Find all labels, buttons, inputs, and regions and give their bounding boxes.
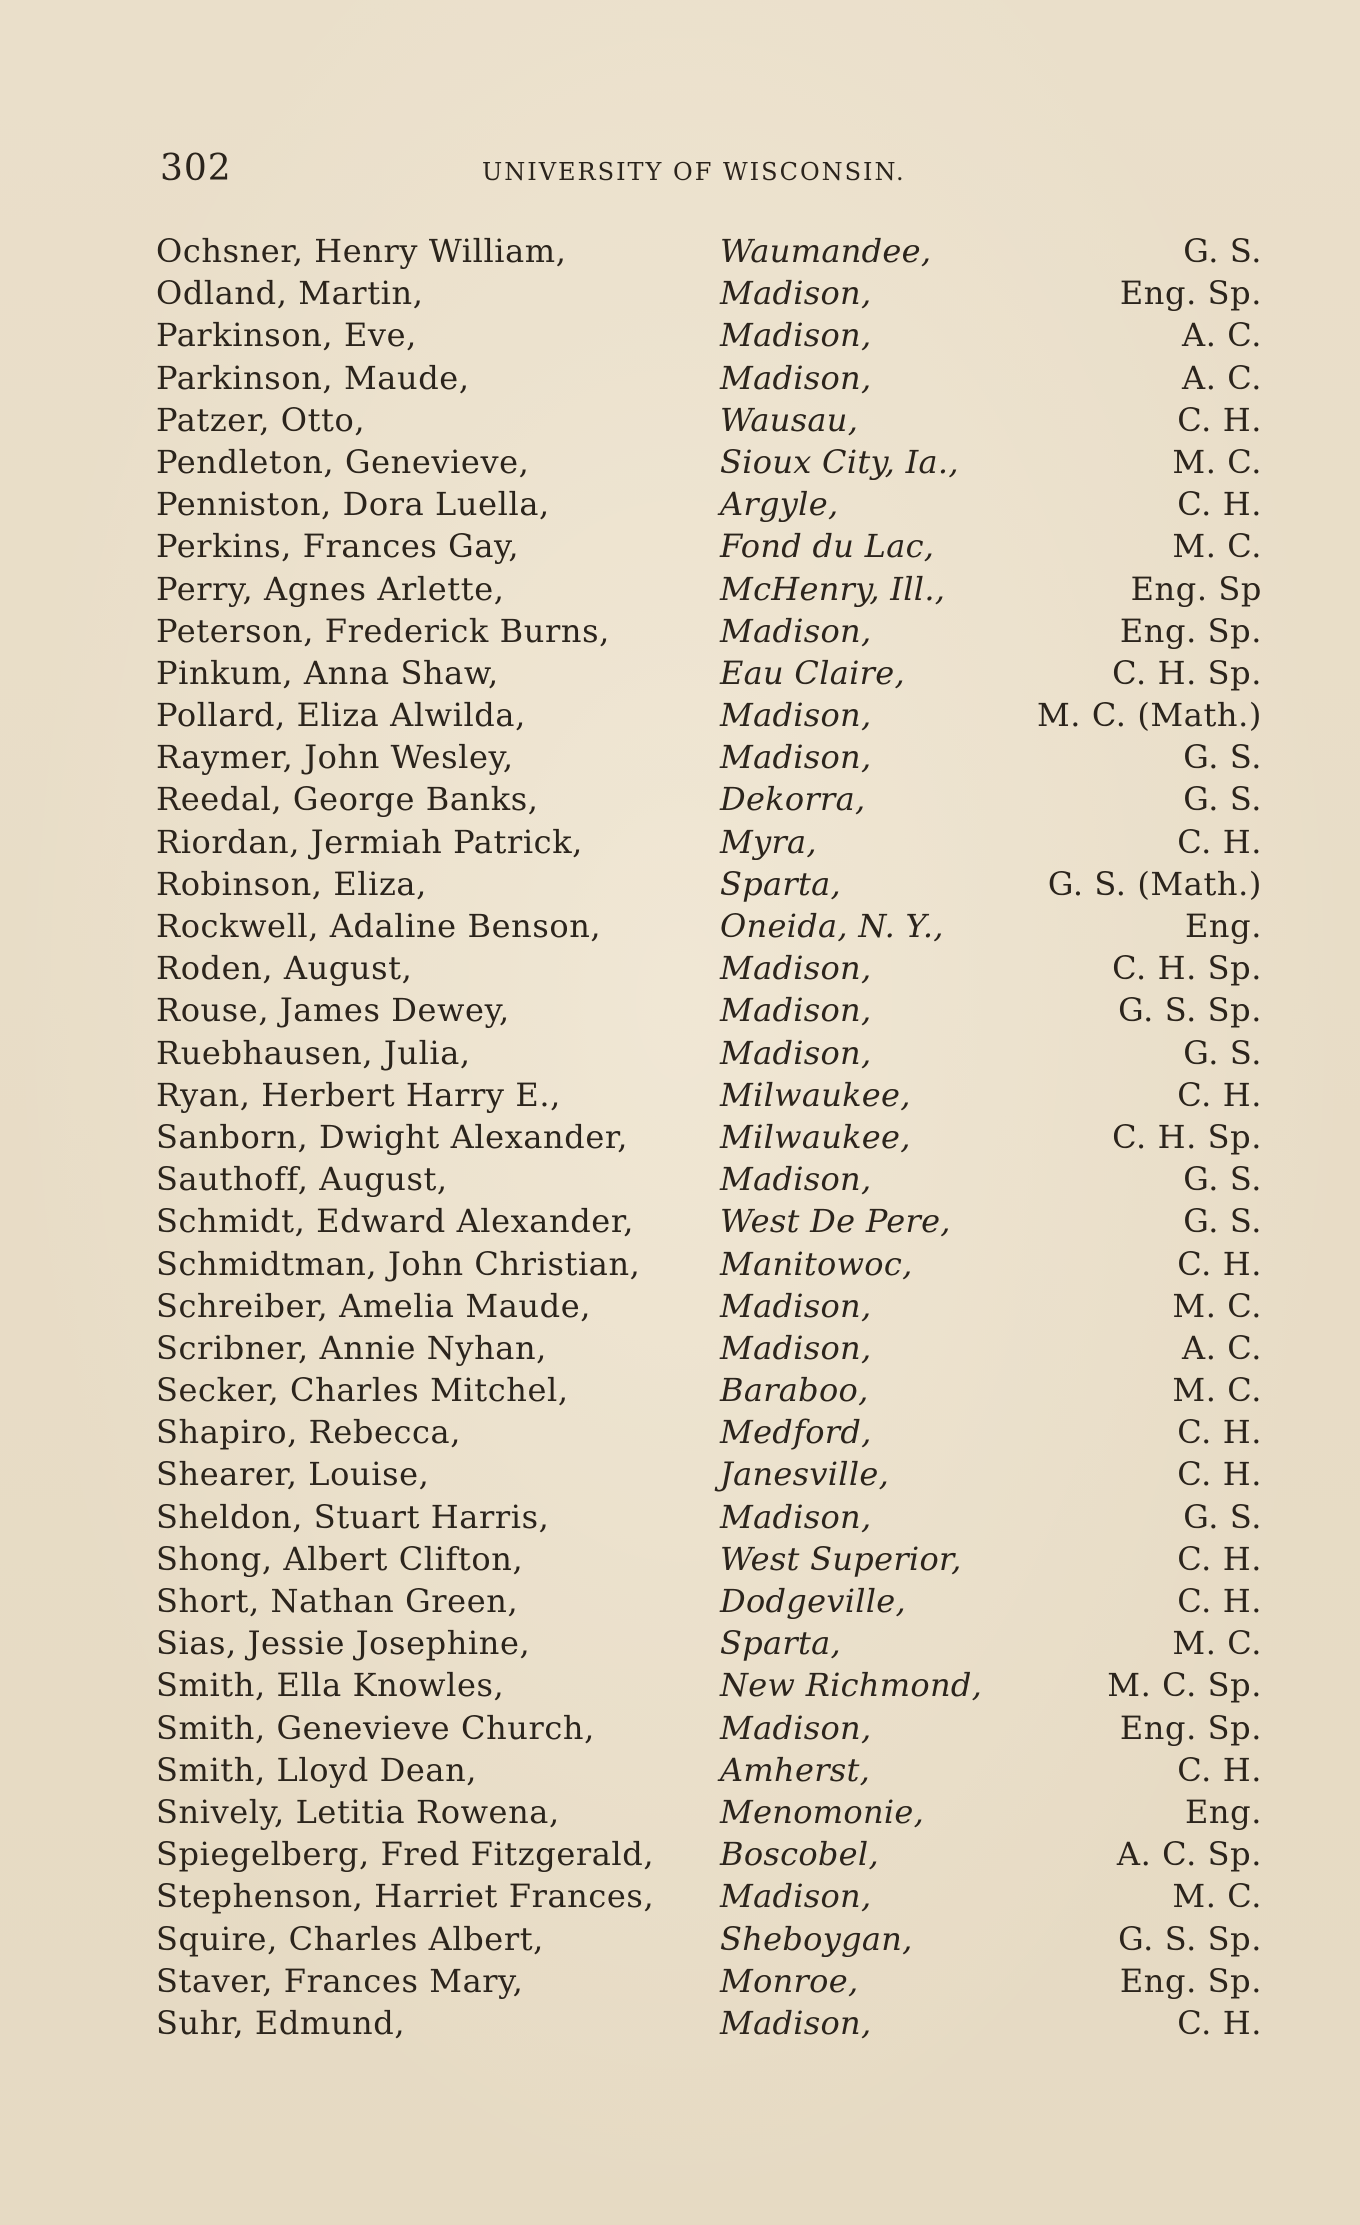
student-row [0, 1245, 1360, 1287]
student-course: M. C. Sp. [1107, 1666, 1262, 1705]
student-town: Sparta, [720, 1624, 841, 1663]
student-town: Fond du Lac, [720, 527, 935, 566]
student-course: G. S. [1183, 1497, 1262, 1536]
student-course: Eng. Sp. [1119, 1708, 1262, 1747]
student-town: Madison, [720, 1160, 872, 1199]
student-row [0, 1751, 1360, 1793]
student-row [0, 907, 1360, 949]
student-row [0, 1287, 1360, 1329]
student-course: G. S. (Math.) [1047, 864, 1262, 903]
page-title: UNIVERSITY OF WISCONSIN. [482, 158, 906, 186]
student-course: C. H. [1177, 1413, 1262, 1452]
student-course: Eng. Sp. [1119, 611, 1262, 650]
student-town: Milwaukee, [720, 1075, 911, 1114]
student-row [0, 1582, 1360, 1624]
student-row [0, 1160, 1360, 1202]
student-row [0, 1034, 1360, 1076]
student-course: C. H. Sp. [1112, 653, 1262, 692]
student-town: Argyle, [720, 485, 839, 524]
student-row [0, 1835, 1360, 1877]
student-name: Secker, Charles Mitchel, [156, 1371, 569, 1410]
student-name: Squire, Charles Albert, [156, 1919, 544, 1958]
student-row [0, 359, 1360, 401]
student-course: C. H. [1177, 1244, 1262, 1283]
student-name: Pinkum, Anna Shaw, [156, 653, 499, 692]
student-town: West Superior, [720, 1539, 962, 1578]
student-course: M. C. [1172, 527, 1262, 566]
student-course: C. H. [1177, 1582, 1262, 1620]
student-name: Suhr, Edmund, [156, 2003, 406, 2042]
student-name: Perkins, Frances Gay, [156, 527, 520, 566]
student-row [0, 485, 1360, 527]
student-course: C. H. Sp. [1112, 949, 1262, 988]
student-name: Schreiber, Amelia Maude, [156, 1286, 592, 1325]
student-name: Pollard, Eliza Alwilda, [156, 696, 526, 735]
student-name: Pendleton, Genevieve, [156, 442, 530, 481]
student-row [0, 274, 1360, 316]
student-course: A. C. [1182, 1328, 1262, 1367]
student-town: Madison, [720, 1497, 872, 1536]
student-course: G. S. [1183, 232, 1262, 270]
student-town: Amherst, [720, 1750, 871, 1789]
student-name: Smith, Lloyd Dean, [156, 1750, 478, 1789]
student-name: Smith, Genevieve Church, [156, 1708, 595, 1747]
student-course: A. C. Sp. [1116, 1835, 1262, 1874]
student-town: Madison, [720, 1708, 872, 1747]
student-row [0, 1624, 1360, 1666]
student-course: C. H. [1177, 822, 1262, 861]
student-course: G. S. [1183, 780, 1262, 819]
student-name: Rouse, James Dewey, [156, 991, 510, 1030]
student-town: Janesville, [720, 1455, 890, 1494]
student-row [0, 1709, 1360, 1751]
student-name: Stephenson, Harriet Frances, [156, 1877, 655, 1916]
student-row [0, 823, 1360, 865]
student-town: McHenry, Ill., [720, 569, 946, 608]
student-name: Parkinson, Eve, [156, 316, 417, 355]
student-row [0, 1118, 1360, 1160]
student-course: G. S. Sp. [1118, 991, 1262, 1030]
student-town: Monroe, [720, 1961, 859, 2000]
student-course: C. H. [1177, 485, 1262, 524]
student-name: Schmidt, Edward Alexander, [156, 1202, 634, 1241]
student-row [0, 1498, 1360, 1540]
student-town: Menomonie, [720, 1792, 925, 1831]
student-course: G. S. [1183, 1160, 1262, 1199]
student-row [0, 1920, 1360, 1962]
student-course: M. C. [1172, 1877, 1262, 1916]
student-town: Madison, [720, 316, 872, 355]
student-course: C. H. Sp. [1112, 1117, 1262, 1156]
student-town: Madison, [720, 1286, 872, 1325]
student-town: New Richmond, [720, 1666, 983, 1705]
student-name: Robinson, Eliza, [156, 864, 427, 903]
student-name: Odland, Martin, [156, 274, 424, 313]
student-row [0, 612, 1360, 654]
student-town: Madison, [720, 1033, 872, 1072]
student-name: Shapiro, Rebecca, [156, 1413, 461, 1452]
student-town: Madison, [720, 274, 872, 313]
student-town: Eau Claire, [720, 653, 905, 692]
page-number: 302 [160, 148, 232, 189]
student-town: Madison, [720, 358, 872, 397]
student-roster [0, 232, 1360, 2046]
student-course: Eng. Sp. [1119, 1961, 1262, 2000]
student-row [0, 1540, 1360, 1582]
student-town: Waumandee, [720, 232, 932, 270]
student-town: Sparta, [720, 864, 841, 903]
student-name: Patzer, Otto, [156, 400, 366, 439]
student-course: C. H. [1177, 2003, 1262, 2042]
student-course: Eng. Sp. [1119, 274, 1262, 313]
student-row [0, 1455, 1360, 1497]
student-course: C. H. [1177, 1455, 1262, 1494]
student-town: Madison, [720, 1877, 872, 1916]
student-name: Peterson, Frederick Burns, [156, 611, 610, 650]
student-town: Dodgeville, [720, 1582, 907, 1620]
student-name: Rockwell, Adaline Benson, [156, 907, 602, 945]
student-course: M. C. [1172, 442, 1262, 481]
running-head [160, 148, 1260, 196]
student-town: Dekorra, [720, 780, 866, 819]
student-town: Boscobel, [720, 1835, 879, 1874]
student-row [0, 1666, 1360, 1708]
student-name: Parkinson, Maude, [156, 358, 470, 397]
student-course: G. S. [1183, 1202, 1262, 1241]
student-town: Madison, [720, 738, 872, 777]
student-town: Sheboygan, [720, 1919, 913, 1958]
student-row [0, 1371, 1360, 1413]
student-town: Sioux City, Ia., [720, 442, 959, 481]
student-town: Medford, [720, 1413, 872, 1452]
student-row [0, 780, 1360, 822]
student-row [0, 738, 1360, 780]
student-row [0, 1329, 1360, 1371]
student-course: C. H. [1177, 1539, 1262, 1578]
student-name: Ochsner, Henry William, [156, 232, 567, 270]
student-row [0, 443, 1360, 485]
student-town: Madison, [720, 991, 872, 1030]
student-course: M. C. [1172, 1624, 1262, 1663]
student-name: Raymer, John Wesley, [156, 738, 514, 777]
student-row [0, 991, 1360, 1033]
student-name: Ruebhausen, Julia, [156, 1033, 471, 1072]
student-name: Shong, Albert Clifton, [156, 1539, 524, 1578]
student-town: Madison, [720, 949, 872, 988]
student-row [0, 1076, 1360, 1118]
student-course: C. H. [1177, 1075, 1262, 1114]
student-row [0, 1202, 1360, 1244]
student-course: C. H. [1177, 400, 1262, 439]
student-town: Madison, [720, 2003, 872, 2042]
student-row [0, 865, 1360, 907]
student-name: Sauthoff, August, [156, 1160, 448, 1199]
student-town: Wausau, [720, 400, 859, 439]
student-town: Myra, [720, 822, 817, 861]
student-town: Milwaukee, [720, 1117, 911, 1156]
student-town: Madison, [720, 611, 872, 650]
student-name: Snively, Letitia Rowena, [156, 1792, 560, 1831]
student-course: M. C. (Math.) [1036, 696, 1262, 735]
student-name: Sheldon, Stuart Harris, [156, 1497, 550, 1536]
student-row [0, 949, 1360, 991]
student-course: G. S. [1183, 738, 1262, 777]
student-course: M. C. [1172, 1286, 1262, 1325]
student-row [0, 1793, 1360, 1835]
student-name: Riordan, Jermiah Patrick, [156, 822, 583, 861]
student-name: Ryan, Herbert Harry E., [156, 1075, 561, 1114]
student-course: G. S. Sp. [1118, 1919, 1262, 1958]
student-name: Short, Nathan Green, [156, 1582, 519, 1620]
student-name: Penniston, Dora Luella, [156, 485, 550, 524]
student-row [0, 570, 1360, 612]
student-row [0, 1877, 1360, 1919]
student-name: Sias, Jessie Josephine, [156, 1624, 531, 1663]
student-course: M. C. [1172, 1371, 1262, 1410]
student-name: Spiegelberg, Fred Fitzgerald, [156, 1835, 655, 1874]
student-row [0, 316, 1360, 358]
student-town: Madison, [720, 696, 872, 735]
student-row [0, 1413, 1360, 1455]
student-name: Roden, August, [156, 949, 413, 988]
student-course: A. C. [1182, 358, 1262, 397]
student-town: West De Pere, [720, 1202, 951, 1241]
student-course: A. C. [1182, 316, 1262, 355]
student-name: Smith, Ella Knowles, [156, 1666, 505, 1705]
student-course: C. H. [1177, 1750, 1262, 1789]
student-town: Manitowoc, [720, 1244, 913, 1283]
student-course: Eng. [1184, 907, 1262, 945]
student-name: Shearer, Louise, [156, 1455, 430, 1494]
student-row [0, 527, 1360, 569]
student-row [0, 1962, 1360, 2004]
student-row [0, 654, 1360, 696]
student-name: Scribner, Annie Nyhan, [156, 1328, 547, 1367]
student-course: G. S. [1183, 1033, 1262, 1072]
student-row [0, 401, 1360, 443]
student-town: Baraboo, [720, 1371, 869, 1410]
student-row [0, 696, 1360, 738]
student-town: Oneida, N. Y., [720, 907, 944, 945]
student-course: Eng. Sp [1130, 569, 1262, 608]
student-name: Schmidtman, John Christian, [156, 1244, 641, 1283]
student-name: Sanborn, Dwight Alexander, [156, 1117, 629, 1156]
student-name: Reedal, George Banks, [156, 780, 539, 819]
student-name: Perry, Agnes Arlette, [156, 569, 505, 608]
student-row [0, 2004, 1360, 2046]
student-town: Madison, [720, 1328, 872, 1367]
student-course: Eng. [1184, 1792, 1262, 1831]
student-row [0, 232, 1360, 274]
student-name: Staver, Frances Mary, [156, 1961, 524, 2000]
